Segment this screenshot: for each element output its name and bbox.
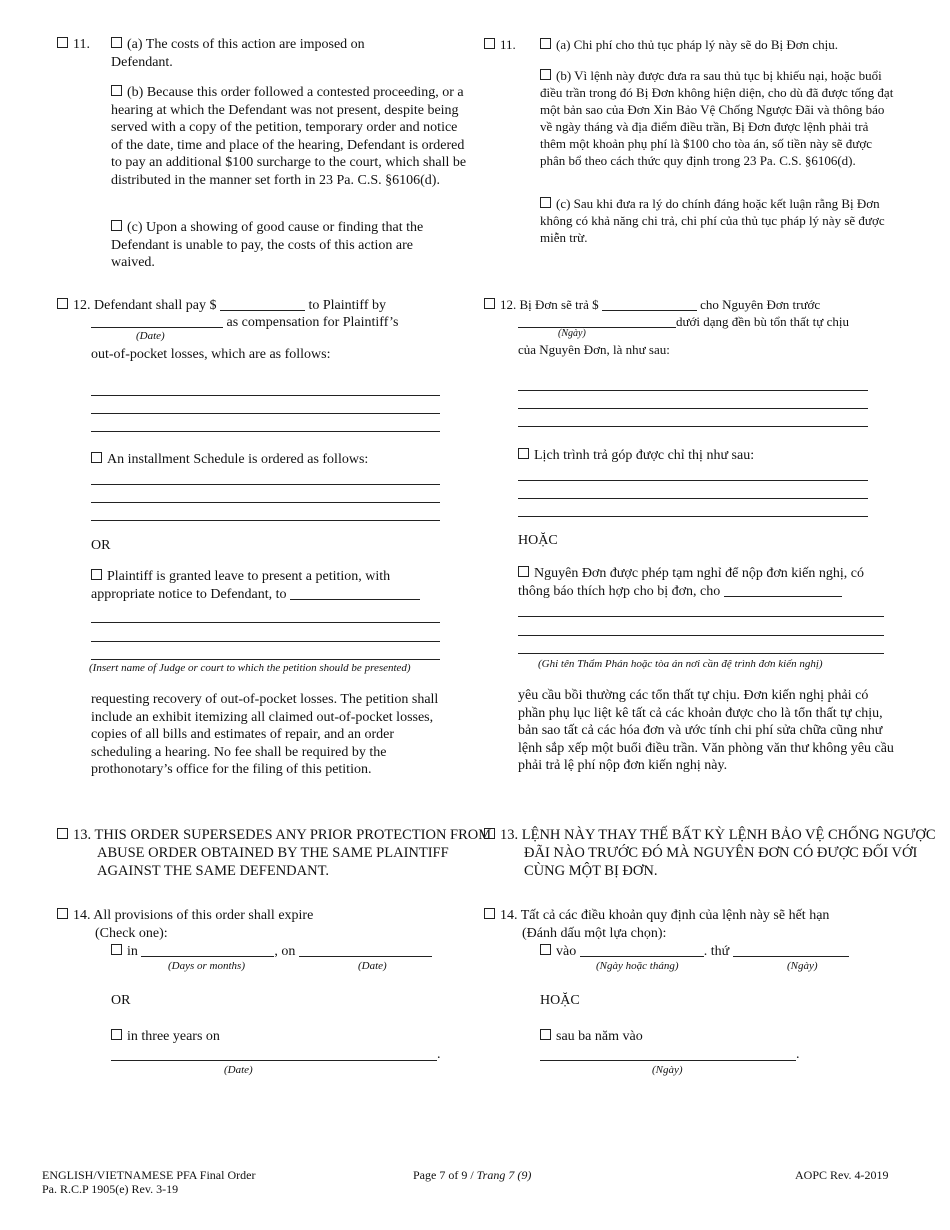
expire-in-option-vi: vào . thứ (540, 943, 849, 961)
date-field-vi[interactable] (518, 314, 676, 328)
checkbox-11a[interactable] (111, 37, 122, 48)
checkbox-11-vi[interactable] (484, 38, 495, 49)
plaintiff-leave-option-vi: Nguyên Đơn được phép tạm nghỉ để nộp đơn kiến nghị, có thông báo thích hợp cho bị đơn, cho (518, 566, 864, 599)
installment-line-1-vi[interactable] (518, 480, 868, 481)
date-caption-2-vi: (Ngày) (787, 960, 818, 972)
checkbox-14-vi[interactable] (484, 908, 495, 919)
installment-line-2-vi[interactable] (518, 498, 868, 499)
checkbox-11c[interactable] (111, 220, 122, 231)
checkbox-plaintiff-leave-vi[interactable] (518, 566, 529, 577)
loss-line-3[interactable] (91, 431, 440, 432)
item-13: 13. THIS ORDER SUPERSEDES ANY PRIOR PROTECTION FROM ABUSE ORDER OBTAINED BY THE SAME PLAINTIFF AGAINST THE SAME DEFENDANT. (57, 826, 507, 880)
loss-line-1-vi[interactable] (518, 390, 868, 391)
court-line-1-vi[interactable] (518, 616, 884, 617)
item-12-line2: as compensation for Plaintiff’s (91, 314, 399, 332)
court-line-1[interactable] (91, 622, 440, 623)
item-11a (111, 36, 401, 71)
item-11c (111, 219, 456, 272)
period: . (437, 1047, 441, 1062)
footer-form-title: ENGLISH/VIETNAMESE PFA Final Order (42, 1168, 256, 1182)
checkbox-expire-in-vi[interactable] (540, 944, 551, 955)
date-caption-vi: (Ngày) (558, 328, 586, 339)
checkbox-13[interactable] (57, 828, 68, 839)
date-caption-3-vi: (Ngày) (652, 1064, 683, 1076)
item-11-number: 11. (57, 36, 90, 54)
three-years-option-vi: sau ba năm vào (540, 1028, 643, 1046)
checkbox-expire-in[interactable] (111, 944, 122, 955)
installment-line-2[interactable] (91, 502, 440, 503)
expire-date-field-vi[interactable] (733, 943, 849, 957)
item-13-vi: 13. LỆNH NÀY THAY THẾ BẤT KỲ LỆNH BẢO VỆ CHỐNG NGƯỢC ĐÃI NÀO TRƯỚC ĐÓ MÀ NGUYÊN ĐƠN CÓ ĐƯỢC ĐỐI VỚI CÙNG MỘT BỊ ĐƠN. (484, 826, 936, 880)
or-label-2-vi: HOẶC (540, 993, 580, 1008)
installment-line-1[interactable] (91, 484, 440, 485)
item-11b (111, 84, 467, 189)
or-label-vi: HOẶC (518, 533, 558, 548)
court-line-2-vi[interactable] (518, 635, 884, 636)
item-11b-text: (b) Because this order followed a contested proceeding, or a hearing at which the Defendant was not present, despite being served with a copy of the petition, temporary order and notice of the date, time and place of the hearing, Defendant is ordered to pay an additional $100 surcharge to the court, which shall be distributed in the manner set forth in 23 Pa. C.S. §6106(d). (111, 85, 467, 188)
insert-judge-caption: (Insert name of Judge or court to which the petition should be presented) (89, 662, 411, 674)
court-line-3-vi[interactable] (518, 653, 884, 654)
three-years-date-line[interactable] (111, 1060, 437, 1061)
checkbox-three-years[interactable] (111, 1029, 122, 1040)
item-11a-text: (a) The costs of this action are imposed on Defendant. (111, 37, 365, 70)
plaintiff-leave-option: Plaintiff is granted leave to present a petition, with appropriate notice to Defendant, to (91, 568, 451, 603)
installment-option-vi: Lịch trình trả góp được chỉ thị như sau: (518, 447, 754, 465)
checkbox-11b-vi[interactable] (540, 69, 551, 80)
footer-page-number: Page 7 of 9 / Trang 7 (9) (413, 1168, 532, 1182)
item-12-line2-vi: dưới dạng đền bù tổn thất tự chịu (518, 313, 849, 330)
checkbox-11a-vi[interactable] (540, 38, 551, 49)
or-label-2: OR (111, 993, 131, 1008)
item-11a-vi: (a) Chi phí cho thủ tục pháp lý này sẽ do Bị Đơn chịu. (540, 36, 880, 53)
item-14-line1-vi: 14. Tất cả các điều khoản quy định của lệnh này sẽ hết hạn (484, 907, 829, 925)
item-11c-text: (c) Upon a showing of good cause or finding that the Defendant is unable to pay, the costs of this action are waived. (111, 220, 424, 270)
court-name-field[interactable] (290, 586, 420, 600)
court-line-2[interactable] (91, 641, 440, 642)
checkbox-three-years-vi[interactable] (540, 1029, 551, 1040)
period-vi: . (796, 1047, 800, 1062)
item-11-number-vi: 11. (484, 36, 516, 53)
checkbox-13-vi[interactable] (484, 828, 495, 839)
insert-judge-caption-vi: (Ghi tên Thẩm Phán hoặc tòa án nơi cần đệ trình đơn kiến nghị) (538, 658, 823, 670)
item-12-line3-vi: của Nguyên Đơn, là như sau: (518, 342, 670, 357)
loss-line-2[interactable] (91, 413, 440, 414)
footer-rule-ref: Pa. R.C.P 1905(e) Rev. 3-19 (42, 1182, 179, 1196)
item-11c-vi: (c) Sau khi đưa ra lý do chính đáng hoặc kết luận rằng Bị Đơn không có khả năng chi trả, chi phí của thủ tục pháp lý này sẽ được miễn trừ. (540, 196, 885, 245)
days-caption: (Days or months) (168, 960, 245, 972)
checkbox-12[interactable] (57, 298, 68, 309)
installment-line-3-vi[interactable] (518, 516, 868, 517)
date-caption-3: (Date) (224, 1064, 253, 1076)
item-11b-vi: (b) Vì lệnh này được đưa ra sau thủ tục bị khiếu nại, hoặc buổi điều trần trong đó Bị Đơn không hiện diện, cho dù đã được tống đạt một bản sao của Đơn Xin Bảo Vệ Chống Ngược Đãi và thông báo về ngày tháng và địa điểm điều trần, Bị Đơn được lệnh phải trả thêm một khoản phụ phí là $100 cho tòa án, số tiền này sẽ được phân bổ theo cách thức quy định trong 23 Pa. C.S. §6106(d). (540, 68, 894, 168)
date-caption: (Date) (136, 330, 165, 342)
installment-line-3[interactable] (91, 520, 440, 521)
footer-revision: AOPC Rev. 4-2019 (795, 1168, 889, 1182)
item-14-line1: 14. All provisions of this order shall expire (57, 907, 313, 925)
checkbox-11[interactable] (57, 37, 68, 48)
three-years-option: in three years on (111, 1028, 220, 1046)
check-one-label: (Check one): (95, 926, 168, 941)
amount-field-vi[interactable] (602, 297, 697, 311)
checkbox-plaintiff-leave[interactable] (91, 569, 102, 580)
installment-option: An installment Schedule is ordered as follows: (91, 451, 368, 469)
loss-line-2-vi[interactable] (518, 408, 868, 409)
item-12-line3: out-of-pocket losses, which are as follows: (91, 347, 331, 362)
expire-date-field[interactable] (299, 943, 432, 957)
or-label: OR (91, 538, 111, 553)
checkbox-installment-vi[interactable] (518, 448, 529, 459)
requesting-paragraph-vi: yêu cầu bồi thường các tổn thất tự chịu. Đơn kiến nghị phải có phần phụ lục liệt kê tất cả các khoản được cho là tổn thất tự chịu, bản sao tất cả các hóa đơn và ước tính chi phí sửa chữa cũng như lệnh sắp xếp một buổi điều trần. Văn phòng văn thư không yêu cầu phải trả lệ phí nộp đơn kiến nghị này. (518, 688, 894, 773)
date-field[interactable] (91, 314, 223, 328)
item-12-line1: 12. Defendant shall pay $ to Plaintiff by (57, 297, 386, 315)
loss-line-3-vi[interactable] (518, 426, 868, 427)
three-years-date-line-vi[interactable] (540, 1060, 796, 1061)
checkbox-14[interactable] (57, 908, 68, 919)
checkbox-installment[interactable] (91, 452, 102, 463)
days-field-vi[interactable] (580, 943, 704, 957)
loss-line-1[interactable] (91, 395, 440, 396)
item-12-line1-vi: 12. Bị Đơn sẽ trả $ cho Nguyên Đơn trước (484, 296, 820, 313)
requesting-paragraph: requesting recovery of out-of-pocket losses. The petition shall include an exhibit itemizing all claimed out-of-pocket losses, copies of all bills and estimates of repair, and an order scheduling a hearing. No fee shall be required by the prothonotary’s office for the filing of this petition. (91, 692, 439, 777)
check-one-label-vi: (Đánh dấu một lựa chọn): (522, 926, 667, 941)
expire-in-option: in , on (111, 943, 432, 961)
checkbox-12-vi[interactable] (484, 298, 495, 309)
date-caption-2: (Date) (358, 960, 387, 972)
amount-field[interactable] (220, 297, 305, 311)
days-caption-vi: (Ngày hoặc tháng) (596, 960, 679, 972)
days-field[interactable] (141, 943, 274, 957)
checkbox-11b[interactable] (111, 85, 122, 96)
court-name-field-vi[interactable] (724, 583, 842, 597)
checkbox-11c-vi[interactable] (540, 197, 551, 208)
court-line-3[interactable] (91, 659, 440, 660)
